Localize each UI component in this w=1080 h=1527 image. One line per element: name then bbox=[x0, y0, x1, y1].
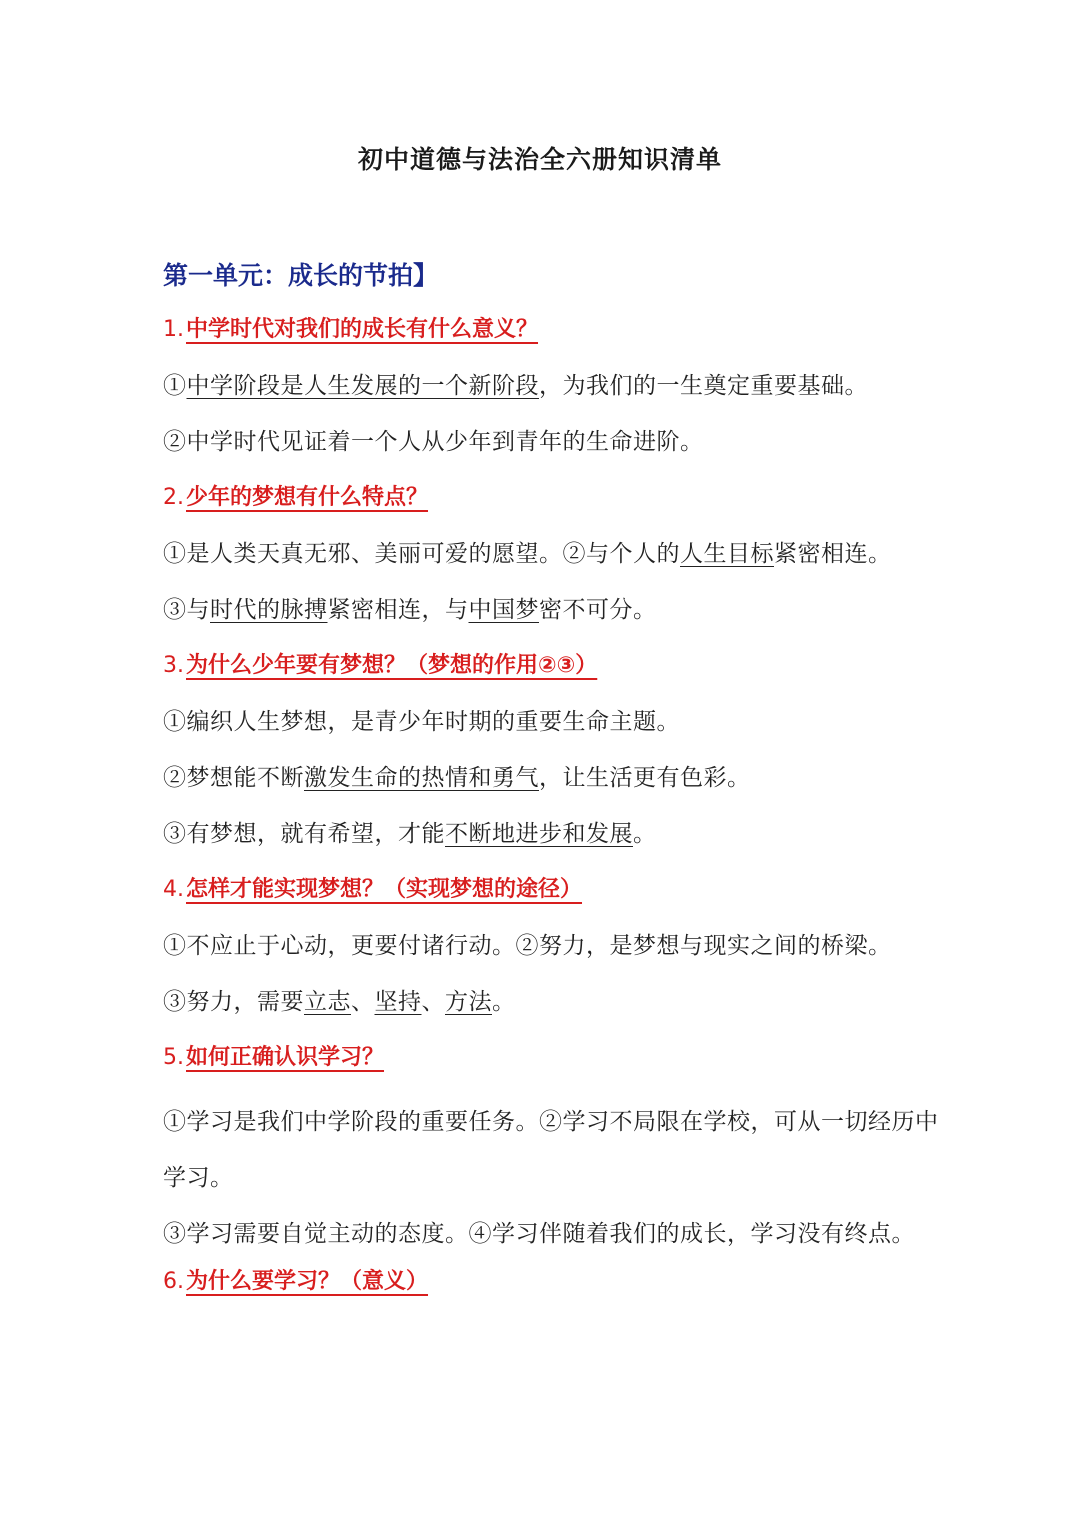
question-heading bbox=[163, 646, 943, 702]
question-number: 6. bbox=[163, 1269, 184, 1294]
key-phrase: 激发生命的热情和勇气 bbox=[304, 765, 539, 791]
answer-text: ③有梦想，就有希望，才能 bbox=[163, 821, 445, 847]
answer-text: 密不可分。 bbox=[539, 597, 657, 623]
question-heading bbox=[163, 1262, 943, 1318]
page-title: 初中道德与法治全六册知识清单 bbox=[357, 145, 722, 174]
answer-text: ③与 bbox=[163, 597, 210, 623]
answer-line bbox=[163, 758, 943, 814]
question-text: 为什么少年要有梦想？（梦想的作用②③） bbox=[186, 653, 598, 678]
key-phrase: 时代的脉搏 bbox=[210, 597, 328, 623]
question-text: 如何正确认识学习？ bbox=[186, 1045, 385, 1070]
answer-text: 。 bbox=[492, 989, 516, 1015]
question-heading bbox=[163, 1038, 943, 1094]
key-phrase: 中学阶段是人生发展的一个新阶段 bbox=[186, 373, 539, 399]
answer-line bbox=[163, 366, 943, 422]
answer-line bbox=[163, 534, 943, 590]
answer-line bbox=[163, 926, 943, 982]
question-text: 中学时代对我们的成长有什么意义？ bbox=[186, 317, 539, 342]
answer-line bbox=[163, 1206, 943, 1262]
question-text: 为什么要学习？（意义） bbox=[186, 1269, 429, 1294]
question-number: 3. bbox=[163, 653, 184, 678]
question-number: 5. bbox=[163, 1045, 184, 1070]
question-heading bbox=[163, 870, 943, 926]
answer-text: ，让生活更有色彩。 bbox=[539, 765, 751, 791]
answer-line bbox=[163, 1094, 943, 1206]
answer-text: ，为我们的一生奠定重要基础。 bbox=[539, 373, 868, 399]
knowledge-list bbox=[163, 310, 943, 1318]
answer-text: 。 bbox=[633, 821, 657, 847]
answer-line bbox=[163, 814, 943, 870]
answer-text: ③学习需要自觉主动的态度。④学习伴随着我们的成长，学习没有终点。 bbox=[163, 1221, 915, 1247]
unit-heading: 第一单元：成长的节拍】 bbox=[163, 261, 439, 290]
answer-text: 紧密相连，与 bbox=[327, 597, 469, 623]
key-phrase: 不断地进步和发展 bbox=[445, 821, 633, 847]
question-text: 怎样才能实现梦想？（实现梦想的途径） bbox=[186, 877, 583, 902]
answer-text: ①不应止于心动，更要付诸行动。②努力，是梦想与现实之间的桥梁。 bbox=[163, 933, 892, 959]
question-number: 1. bbox=[163, 317, 184, 342]
answer-text: ①是人类天真无邪、美丽可爱的愿望。②与个人的 bbox=[163, 541, 680, 567]
question-heading bbox=[163, 478, 943, 534]
key-phrase: 立志 bbox=[304, 989, 351, 1015]
answer-text: ①学习是我们中学阶段的重要任务。②学习不局限在学校，可从一切经历中学习。 bbox=[163, 1109, 939, 1191]
question-number: 4. bbox=[163, 877, 184, 902]
answer-text: ②中学时代见证着一个人从少年到青年的生命进阶。 bbox=[163, 429, 704, 455]
answer-text: ① bbox=[163, 373, 187, 399]
key-phrase: 坚持 bbox=[374, 989, 422, 1015]
key-phrase: 中国梦 bbox=[468, 597, 539, 623]
question-text: 少年的梦想有什么特点？ bbox=[186, 485, 429, 510]
question-heading bbox=[163, 310, 943, 366]
question-number: 2. bbox=[163, 485, 184, 510]
answer-text: 、 bbox=[421, 989, 445, 1015]
answer-line bbox=[163, 982, 943, 1038]
key-phrase: 人生目标 bbox=[680, 541, 774, 567]
answer-line bbox=[163, 422, 943, 478]
answer-line bbox=[163, 702, 943, 758]
answer-text: ②梦想能不断 bbox=[163, 765, 304, 791]
answer-text: ③努力，需要 bbox=[163, 989, 304, 1015]
answer-text: 、 bbox=[351, 989, 375, 1015]
answer-text: 紧密相连。 bbox=[774, 541, 892, 567]
key-phrase: 方法 bbox=[445, 989, 492, 1015]
answer-text: ①编织人生梦想，是青少年时期的重要生命主题。 bbox=[163, 709, 680, 735]
answer-line bbox=[163, 590, 943, 646]
